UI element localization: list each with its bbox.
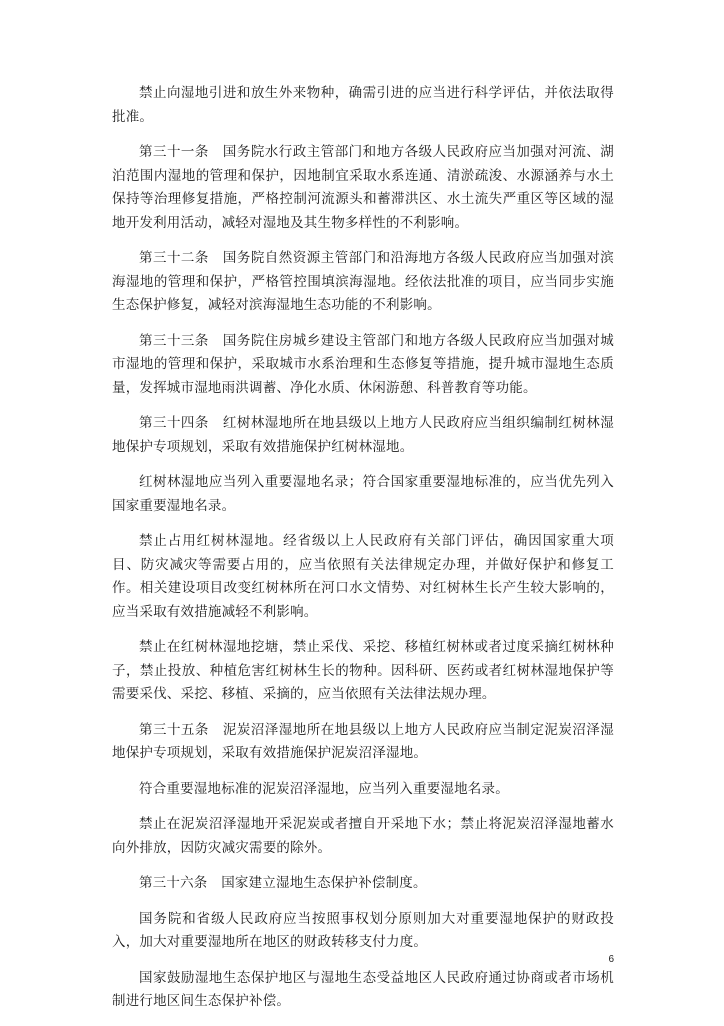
- article-35-paragraph: 第三十五条 泥炭沼泽湿地所在地县级以上地方人民政府应当制定泥炭沼泽湿地保护专项规划，采取有效措施保护泥炭沼泽湿地。: [112, 721, 614, 761]
- paragraph: 红树林湿地应当列入重要湿地名录；符合国家重要湿地标准的，应当优先列入国家重要湿地名录。: [112, 474, 614, 514]
- page-number: 6: [608, 954, 614, 965]
- article-31-paragraph: 第三十一条 国务院水行政主管部门和地方各级人民政府应当加强对河流、湖泊范围内湿地的管理和保护，因地制宜采取水系连通、清淤疏浚、水源涵养与水土保持等治理修复措施，严格控制河流源头和蓄滞洪区、水土流失严重区等区域的湿地开发利用活动，减轻对湿地及其生物多样性的不利影响。: [112, 144, 614, 231]
- article-36-paragraph: 第三十六条 国家建立湿地生态保护补偿制度。: [139, 875, 427, 891]
- paragraph: 禁止占用红树林湿地。经省级以上人民政府有关部门评估，确因国家重大项目、防灾减灾等需要占用的，应当依照有关法律规定办理，并做好保护和修复工作。相关建设项目改变红树林所在河口水文情势、对红树林生长产生较大影响的，应当采取有效措施减轻不利影响。: [112, 533, 614, 620]
- article-33-paragraph: 第三十三条 国务院住房城乡建设主管部门和地方各级人民政府应当加强对城市湿地的管理和保护，采取城市水系治理和生态修复等措施，提升城市湿地生态质量，发挥城市湿地雨洪调蓄、净化水质、休闲游憩、科普教育等功能。: [112, 332, 614, 396]
- paragraph: 禁止在红树林湿地挖塘，禁止采伐、采挖、移植红树林或者过度采摘红树林种子，禁止投放、种植危害红树林生长的物种。因科研、医药或者红树林湿地保护等需要采伐、采挖、移植、采摘的，应当依照有关法律法规办理。: [112, 639, 614, 702]
- paragraph: 禁止在泥炭沼泽湿地开采泥炭或者擅自开采地下水；禁止将泥炭沼泽湿地蓄水向外排放，因防灾减灾需要的除外。: [112, 816, 614, 856]
- article-34-paragraph: 第三十四条 红树林湿地所在地县级以上地方人民政府应当组织编制红树林湿地保护专项规划，采取有效措施保护红树林湿地。: [112, 415, 614, 455]
- paragraph: 禁止向湿地引进和放生外来物种，确需引进的应当进行科学评估，并依法取得批准。: [112, 85, 614, 125]
- article-32-paragraph: 第三十二条 国务院自然资源主管部门和沿海地方各级人民政府应当加强对滨海湿地的管理和保护，严格管控围填滨海湿地。经依法批准的项目，应当同步实施生态保护修复，减轻对滨海湿地生态功能的不利影响。: [112, 250, 614, 313]
- paragraph: 国家鼓励湿地生态保护地区与湿地生态受益地区人民政府通过协商或者市场机制进行地区间生态保护补偿。: [112, 969, 614, 1009]
- paragraph: 国务院和省级人民政府应当按照事权划分原则加大对重要湿地保护的财政投入，加大对重要湿地所在地区的财政转移支付力度。: [112, 910, 614, 950]
- document-body: [112, 82, 614, 1026]
- paragraph: 符合重要湿地标准的泥炭沼泽湿地，应当列入重要湿地名录。: [139, 780, 509, 797]
